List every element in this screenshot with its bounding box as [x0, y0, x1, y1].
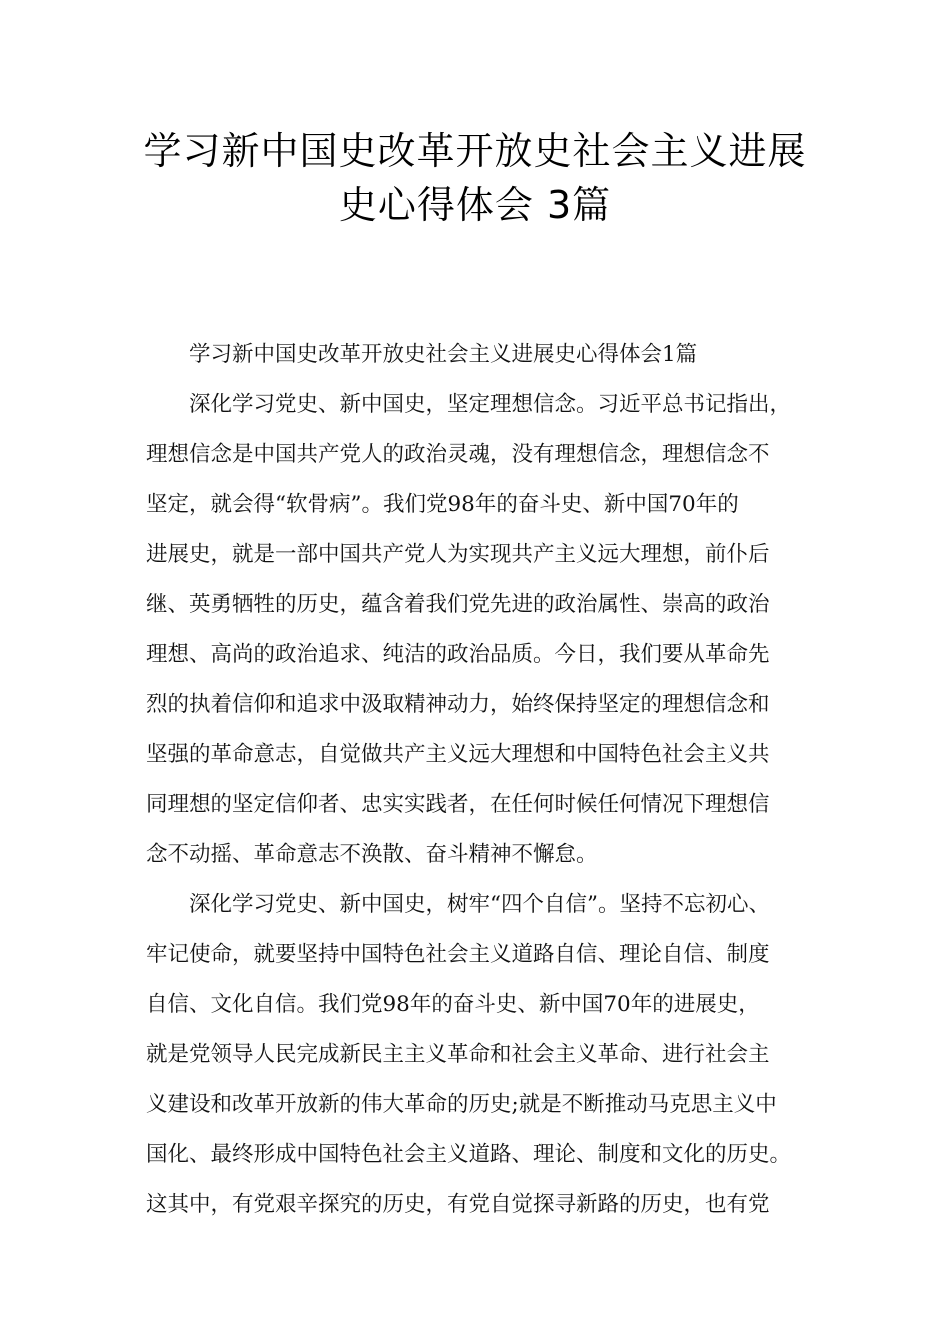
title-line-1: 学习新中国史改革开放史社会主义进展 [143, 129, 807, 173]
paragraph-1-line-6: 理想、高尚的政治追求、纯洁的政治品质。今日，我们要从革命先 [146, 642, 770, 667]
paragraph-2-line-3: 自信、文化自信。我们党98年的奋斗史、新中国70年的进展史， [146, 992, 760, 1017]
document-title [0, 124, 950, 232]
paragraph-1-line-5: 继、英勇牺牲的历史，蕴含着我们党先进的政治属性、崇高的政治 [146, 592, 770, 617]
paragraph-2-line-1: 深化学习党史、新中国史，树牢“四个自信”。坚持不忘初心、 [189, 892, 770, 917]
paragraph-1-line-3: 坚定，就会得“软骨病”。我们党98年的奋斗史、新中国70年的 [146, 492, 739, 517]
paragraph-2-line-2: 牢记使命，就要坚持中国特色社会主义道路自信、理论自信、制度 [146, 942, 770, 967]
document-body [146, 330, 826, 1230]
paragraph-2-line-4: 就是党领导人民完成新民主主义革命和社会主义革命、进行社会主 [146, 1042, 770, 1067]
paragraph-2-line-5: 义建设和改革开放新的伟大革命的历史;就是不断推动马克思主义中 [146, 1092, 777, 1117]
paragraph-1-line-2: 理想信念是中国共产党人的政治灵魂，没有理想信念，理想信念不 [146, 442, 770, 467]
paragraph-2-line-6: 国化、最终形成中国特色社会主义道路、理论、制度和文化的历史。 [146, 1142, 792, 1167]
title-line-2: 史心得体会 3篇 [338, 183, 612, 227]
paragraph-1-line-1: 深化学习党史、新中国史，坚定理想信念。习近平总书记指出， [189, 392, 792, 417]
paragraph-1-line-8: 坚强的革命意志，自觉做共产主义远大理想和中国特色社会主义共 [146, 742, 770, 767]
section-heading: 学习新中国史改革开放史社会主义进展史心得体会1篇 [189, 342, 698, 367]
paragraph-1-line-4: 进展史，就是一部中国共产党人为实现共产主义远大理想，前仆后 [146, 542, 770, 567]
paragraph-1-line-7: 烈的执着信仰和追求中汲取精神动力，始终保持坚定的理想信念和 [146, 692, 770, 717]
paragraph-2-line-7: 这其中，有党艰辛探究的历史，有党自觉探寻新路的历史，也有党 [146, 1192, 770, 1217]
paragraph-1-line-9: 同理想的坚定信仰者、忠实实践者，在任何时候任何情况下理想信 [146, 792, 770, 817]
paragraph-1-line-10: 念不动摇、革命意志不涣散、奋斗精神不懈怠。 [146, 842, 598, 867]
